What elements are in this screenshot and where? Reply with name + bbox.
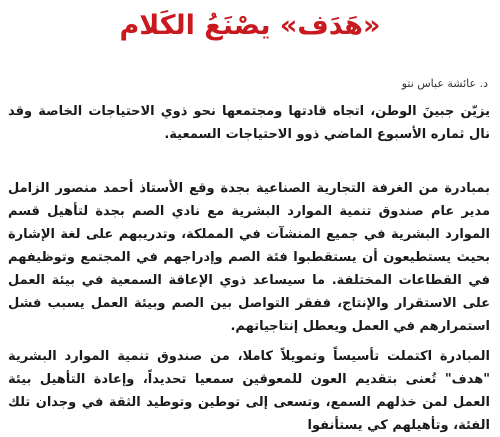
article-paragraph-2: المبادرة اكتملت تأسيساً وتمويلاً كاملا، من صندوق تنمية الموارد البشرية "هدف" تُعنى بتقديم العون للمعوقين سمعيا تحديداً، وإعادة التأهيل بيئة العمل لمن خذلهم السمع، وتسعى إلى توطين وتوطيد الثقة في وجدان تلك الفئة، وتأهيلهم كي يستأنفوا [8, 349, 490, 433]
article-headline: «هَدَف» يصْنَعُ الكَلام [119, 10, 381, 41]
article-paragraph-1: بمبادرة من الغرفة التجارية الصناعية بجدة وقع الأستاذ أحمد منصور الزامل مدير عام صندوق تنمية الموارد البشرية مع نادي الصم بجدة لتأهيل قسم الموارد البشرية في جميع المنشآت في المملكة، وتدريبهم على لغة الإشارة بحيث يستطيعون أن يستقطبوا فئة الصم وإدراجهم في المجتمع وتوظيفهم في القطاعات المختلفة. ما سيساعد ذوي الإعاقة السمعية في بيئة العمل على الاستقرار والإنتاج، ففقر التواصل بين الصم وبيئة العمل يسبب فشل استمرارهم في العمل ويعطل إنتاجياتهم. [8, 181, 490, 334]
article-byline: د. عائشة عباس نتو [401, 77, 488, 90]
article-lead: يزيّن جبينَ الوطن، اتجاه قادتها ومجتمعها نحو ذوي الاحتياجات الخاصة وقد نال ثماره الأسبوع الماضي ذوو الاحتياجات السمعية. [8, 104, 490, 142]
